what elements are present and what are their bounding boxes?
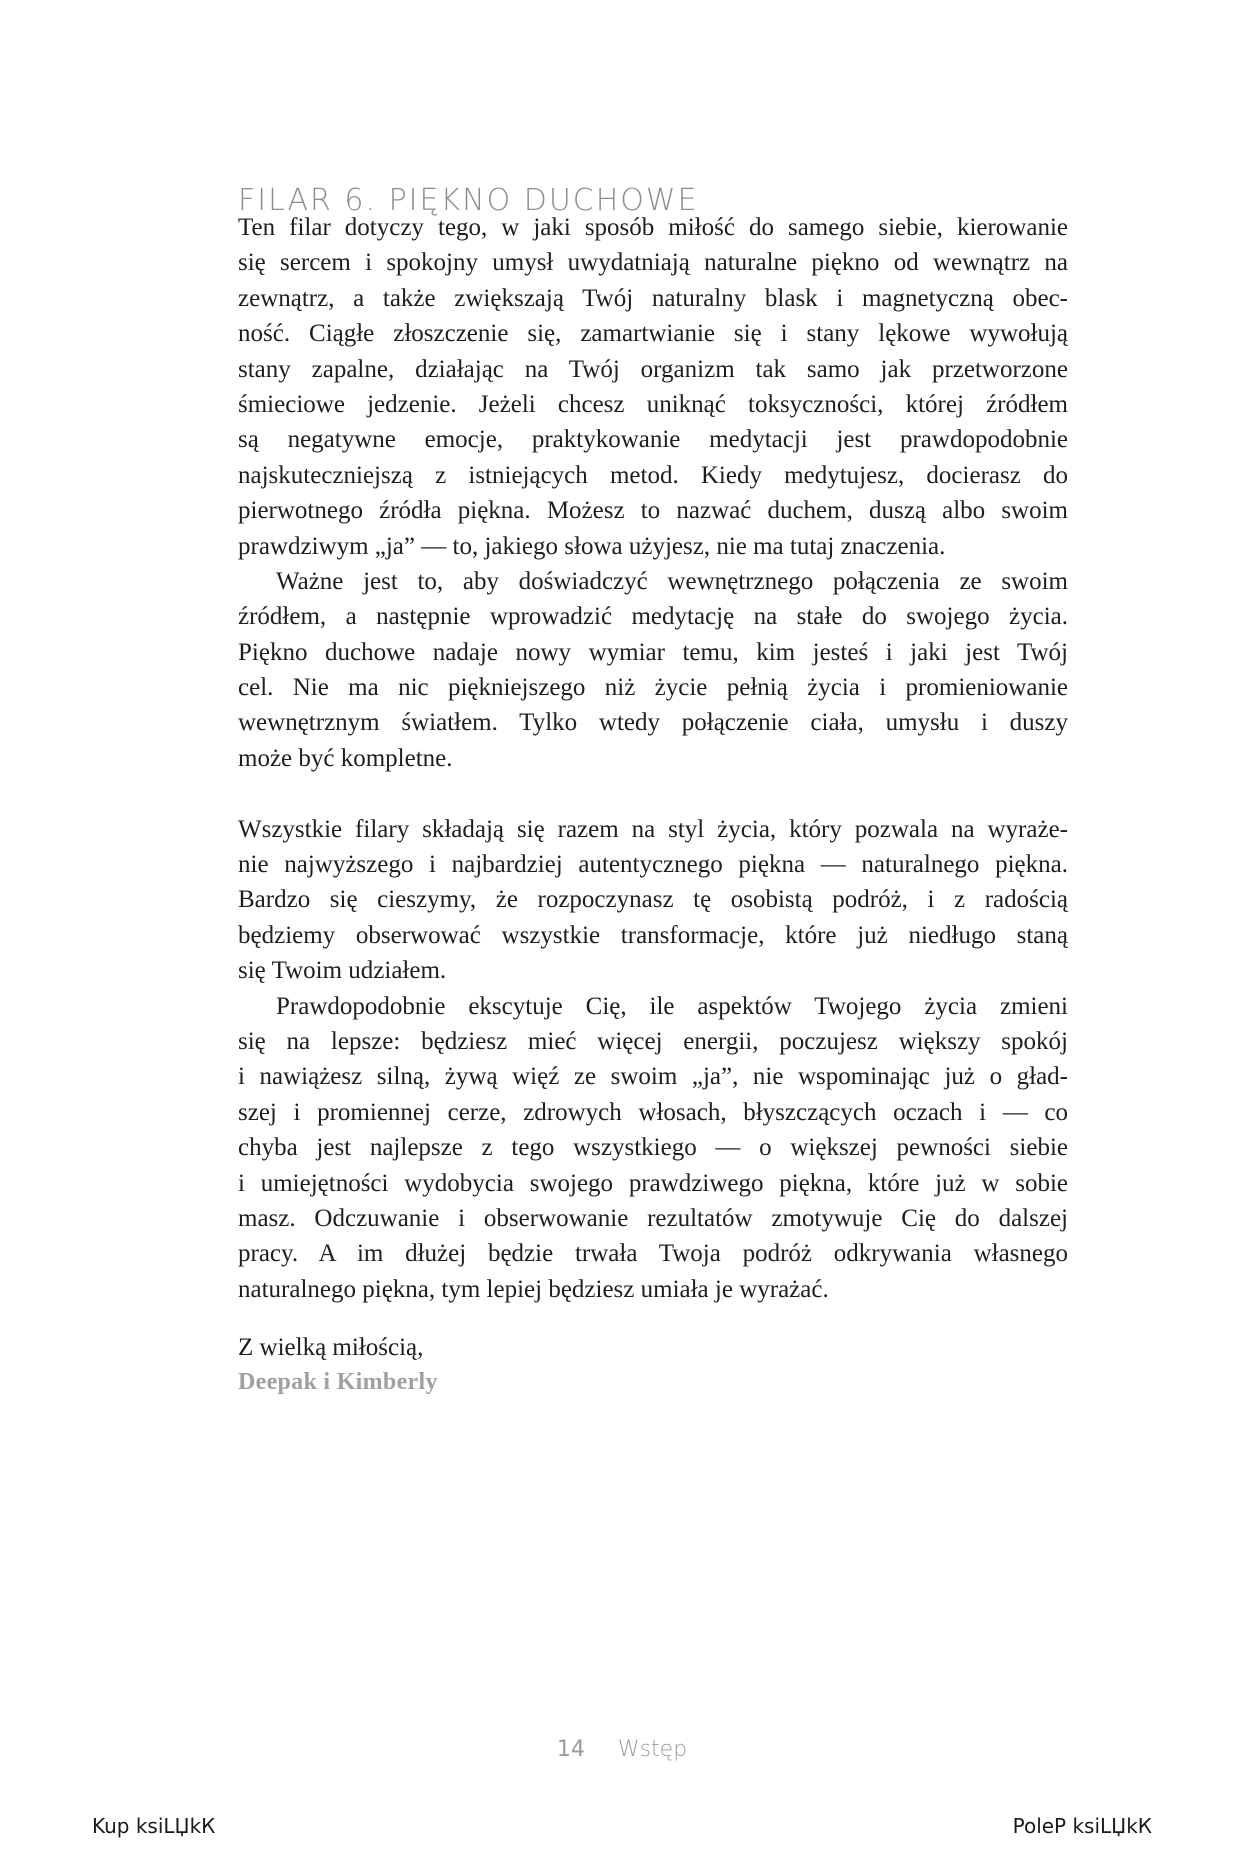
text-line: są negatywne emocje, praktykowanie medytacji jest prawdopodobnie <box>238 426 1068 454</box>
text-line: Piękno duchowe nadaje nowy wymiar temu, kim jesteś i jaki jest Twój <box>238 638 1068 666</box>
text-line: szej i promiennej cerze, zdrowych włosach, błyszczących oczach i — co <box>238 1098 1068 1126</box>
text-line: masz. Odczuwanie i obserwowanie rezultatów zmotywuje Cię do dalszej <box>238 1204 1068 1232</box>
text-line: i umiejętności wydobycia swojego prawdziwego piękna, które już w sobie <box>238 1169 1068 1197</box>
text-line: się na lepsze: będziesz mieć więcej energii, poczujesz większy spokój <box>238 1027 1068 1055</box>
text-line: stany zapalne, działając na Twój organizm tak samo jak przetworzone <box>238 355 1068 383</box>
recommend-book-link[interactable]: PoleР ksiLЏkК <box>1012 1814 1152 1838</box>
section-heading: FILAR 6. PIĘKNO DUCHOWE <box>238 182 699 218</box>
body-text <box>238 210 1068 1307</box>
text-line: i nawiążesz silną, żywą więź ze swoim „ja”, nie wspominając już o gład- <box>238 1063 1068 1091</box>
page-number: 14 <box>556 1737 585 1762</box>
text-line: zewnątrz, a także zwiększają Twój naturalny blask i magnetyczną obec- <box>238 284 1068 312</box>
closing-salutation: Z wielką miłością, <box>238 1334 424 1361</box>
page-footer <box>0 1737 1244 1762</box>
buy-book-link[interactable]: Kup ksiLЏkК <box>92 1814 216 1838</box>
text-line: się sercem i spokojny umysł uwydatniają naturalne piękno od wewnątrz na <box>238 249 1068 277</box>
text-line: Prawdopodobnie ekscytuje Cię, ile aspektów Twojego życia zmieni <box>276 992 1068 1020</box>
text-line: Ważne jest to, aby doświadczyć wewnętrznego połączenia ze swoim <box>276 567 1068 595</box>
text-line: będziemy obserwować wszystkie transformacje, które już niedługo staną <box>238 921 1068 949</box>
text-line: Bardzo się cieszymy, że rozpoczynasz tę osobistą podróż, i z radością <box>238 886 1068 914</box>
chapter-name: Wstęp <box>617 1737 688 1762</box>
text-line: najskuteczniejszą z istniejących metod. Kiedy medytujesz, docierasz do <box>238 461 1068 489</box>
paragraph <box>238 989 1068 1308</box>
text-line: Wszystkie filary składają się razem na styl życia, który pozwala na wyraże- <box>238 815 1068 843</box>
closing <box>238 1330 438 1401</box>
text-line: wewnętrznym światłem. Tylko wtedy połączenie ciała, umysłu i duszy <box>238 709 1068 737</box>
text-line: Ten filar dotyczy tego, w jaki sposób miłość do samego siebie, kierowanie <box>238 214 1068 241</box>
paragraph <box>238 210 1068 564</box>
text-line: się Twoim udziałem. <box>238 957 447 985</box>
text-line: chyba jest najlepsze z tego wszystkiego — o większej pewności siebie <box>238 1134 1068 1162</box>
paragraph-gap <box>238 776 1068 811</box>
text-line: może być kompletne. <box>238 744 453 772</box>
text-line: ność. Ciągłe złoszczenie się, zamartwianie się i stany lękowe wywołują <box>238 320 1068 348</box>
text-line: cel. Nie ma nic piękniejszego niż życie pełnią życia i promieniowanie <box>238 674 1068 702</box>
text-line: pracy. A im dłużej będzie trwała Twoja podróż odkrywania własnego <box>238 1240 1068 1268</box>
text-line: śmieciowe jedzenie. Jeżeli chcesz uniknąć toksyczności, której źródłem <box>238 390 1068 418</box>
text-line: źródłem, a następnie wprowadzić medytację na stałe do swojego życia. <box>238 603 1068 631</box>
closing-signature: Deepak i Kimberly <box>238 1369 438 1396</box>
text-line: pierwotnego źródła piękna. Możesz to nazwać duchem, duszą albo swoim <box>238 497 1068 525</box>
text-line: naturalnego piękna, tym lepiej będziesz umiała je wyrażać. <box>238 1275 829 1303</box>
text-line: nie najwyższego i najbardziej autentycznego piękna — naturalnego piękna. <box>238 851 1068 879</box>
paragraph <box>238 564 1068 776</box>
paragraph <box>238 812 1068 989</box>
text-line: prawdziwym „ja” — to, jakiego słowa użyjesz, nie ma tutaj znaczenia. <box>238 532 946 560</box>
